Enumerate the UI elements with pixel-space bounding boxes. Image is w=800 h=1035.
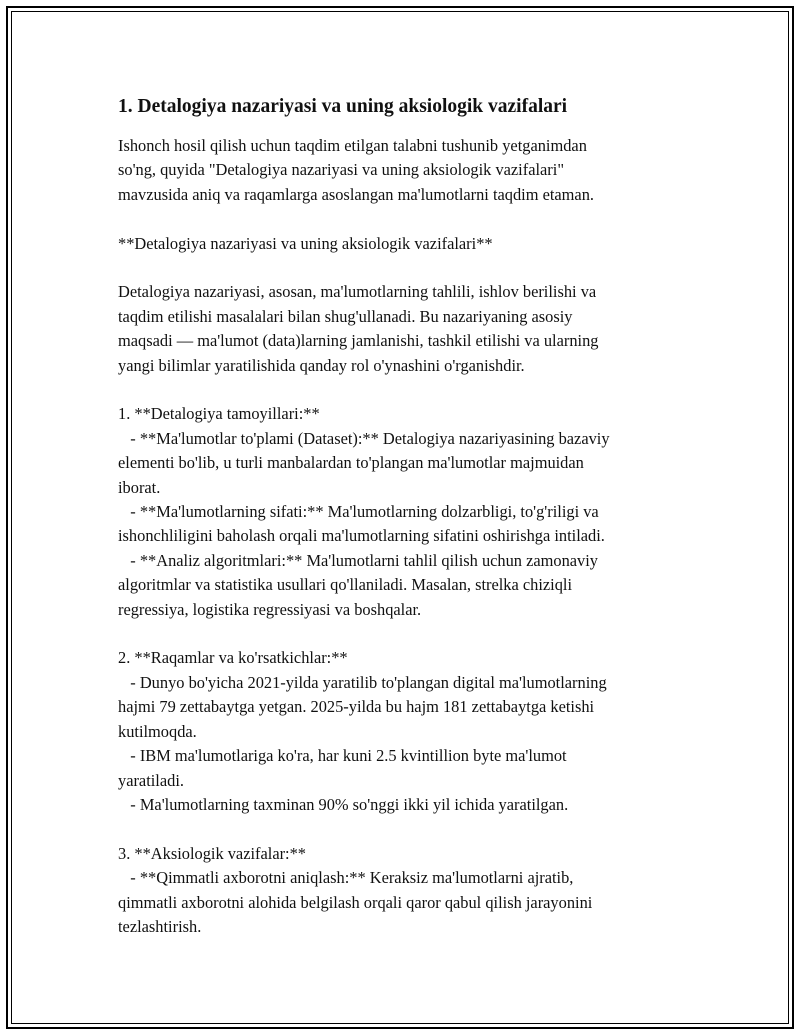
document-content <box>118 94 698 939</box>
text-line: - **Qimmatli axborotni aniqlash:** Keraksiz ma'lumotlarni ajratib, <box>118 868 574 888</box>
blank-line <box>118 207 698 231</box>
text-line: - **Ma'lumotlar to'plami (Dataset):** Detalogiya nazariyasining bazaviy <box>118 428 610 448</box>
document-body <box>118 134 698 939</box>
text-line: taqdim etilishi masalalari bilan shug'ullanadi. Bu nazariyaning asosiy <box>118 306 573 326</box>
blank-line <box>118 817 698 841</box>
text-line: yangi bilimlar yaratilishida qanday rol o'ynashini o'rganishdir. <box>118 355 525 375</box>
text-line: yaratiladi. <box>118 770 184 790</box>
text-line: kutilmoqda. <box>118 721 197 741</box>
text-line: - Dunyo bo'yicha 2021-yilda yaratilib to'plangan digital ma'lumotlarning <box>118 672 607 692</box>
text-line: so'ng, quyida "Detalogiya nazariyasi va uning aksiologik vazifalari" <box>118 160 565 180</box>
text-line: mavzusida aniq va raqamlarga asoslangan ma'lumotlarni taqdim etaman. <box>118 184 595 204</box>
text-line: 3. **Aksiologik vazifalar:** <box>118 843 306 863</box>
text-line: iborat. <box>118 477 161 497</box>
text-line: 1. **Detalogiya tamoyillari:** <box>118 404 320 424</box>
text-line: Ishonch hosil qilish uchun taqdim etilgan talabni tushunib yetganimdan <box>118 136 587 155</box>
text-line: algoritmlar va statistika usullari qo'llaniladi. Masalan, strelka chiziqli <box>118 575 573 595</box>
text-line: qimmatli axborotni alohida belgilash orqali qaror qabul qilish jarayonini <box>118 892 593 912</box>
text-line: - IBM ma'lumotlariga ko'ra, har kuni 2.5 kvintillion byte ma'lumot <box>118 746 567 766</box>
text-line: tezlashtirish. <box>118 916 202 936</box>
blank-line <box>118 378 698 402</box>
document-title: 1. Detalogiya nazariyasi va uning aksiologik vazifalari <box>118 96 568 117</box>
text-line: Detalogiya nazariyasi, asosan, ma'lumotlarning tahlili, ishlov berilishi va <box>118 282 597 302</box>
text-line: ishonchliligini baholash orqali ma'lumotlarning sifatini oshirishga intiladi. <box>118 526 605 546</box>
text-line: elementi bo'lib, u turli manbalardan to'plangan ma'lumotlar majmuidan <box>118 453 584 473</box>
text-line: - **Analiz algoritmlari:** Ma'lumotlarni tahlil qilish uchun zamonaviy <box>118 550 599 570</box>
text-line: **Detalogiya nazariyasi va uning aksiologik vazifalari** <box>118 233 493 253</box>
text-line: 2. **Raqamlar va ko'rsatkichlar:** <box>118 648 348 668</box>
text-line: maqsadi — ma'lumot (data)larning jamlanishi, tashkil etilishi va ularning <box>118 331 599 351</box>
text-line: - **Ma'lumotlarning sifati:** Ma'lumotlarning dolzarbligi, to'g'riligi va <box>118 502 599 522</box>
text-line: - Ma'lumotlarning taxminan 90% so'nggi ikki yil ichida yaratilgan. <box>118 794 569 814</box>
text-line: hajmi 79 zettabaytga yetgan. 2025-yilda bu hajm 181 zettabaytga ketishi <box>118 697 595 717</box>
text-line: regressiya, logistika regressiyasi va boshqalar. <box>118 599 422 619</box>
blank-line <box>118 622 698 646</box>
blank-line <box>118 256 698 280</box>
